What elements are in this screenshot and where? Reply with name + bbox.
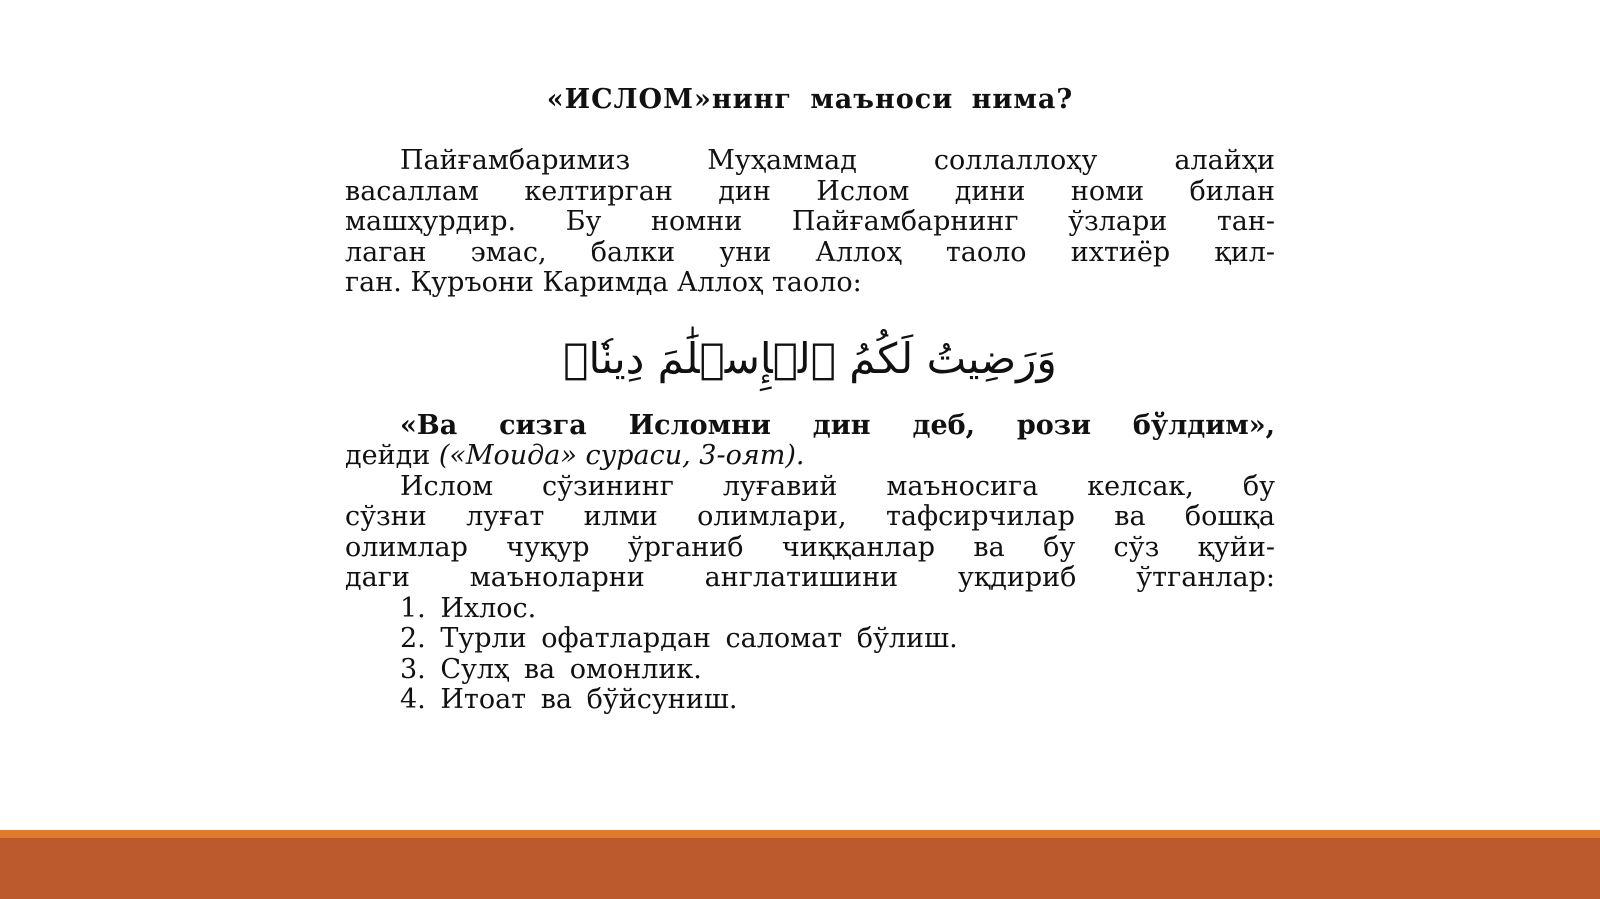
verse-translation (345, 411, 1275, 472)
translation-attribution (345, 441, 1275, 472)
paragraph-line: лаган эмас, балки уни Аллоҳ таоло ихтиёр қил- (345, 237, 1275, 268)
verse-citation: («Моида» сураси, 3-оят). (438, 441, 805, 471)
paragraph-line: олимлар чуқур ўрганиб чиққанлар ва бу сўз қуйи- (345, 532, 1275, 563)
paragraph-line: Ислом сўзининг луғавий маъносига келсак, бу (400, 471, 1275, 502)
paragraph-intro (345, 146, 1275, 299)
meanings-list (345, 594, 1275, 716)
list-item: 4. Итоат ва бўйсуниш. (400, 684, 738, 715)
page-title: «ИСЛОМ»нинг маъноси нима? (546, 84, 1074, 115)
book-page (345, 78, 1275, 716)
attribution-prefix: дейди (345, 441, 439, 471)
paragraph-line: даги маъноларни англатишини уқдириб ўтганлар: (345, 563, 1275, 593)
arabic-verse: وَرَضِيتُ لَكُمُ ٱلۡإِسۡلَٰمَ دِينٗاۚ (563, 333, 1057, 383)
list-item: 1. Ихлос. (400, 592, 537, 624)
paragraph-meaning (345, 472, 1275, 594)
list-item: 2. Турли офатлардан саломат бўлиш. (400, 623, 958, 654)
paragraph-line: машҳурдир. Бу номни Пайғамбарнинг ўзлари тан- (345, 207, 1275, 237)
footer-band (0, 838, 1600, 899)
footer-accent-stripe (0, 830, 1600, 838)
paragraph-line: васаллам келтирган дин Ислом дини номи билан (345, 176, 1275, 207)
translation-quote: «Ва сизга Исломни дин деб, рози бўлдим», (400, 410, 1275, 441)
paragraph-line: сўзни луғат илми олимлари, тафсирчилар ва бошқа (345, 502, 1275, 532)
paragraph-line: ган. Қуръони Каримда Аллоҳ таоло: (345, 268, 862, 298)
list-item: 3. Сулҳ ва омонлик. (400, 653, 702, 685)
paragraph-line: Пайғамбаримиз Муҳаммад соллаллоҳу алайҳи (400, 146, 1275, 176)
